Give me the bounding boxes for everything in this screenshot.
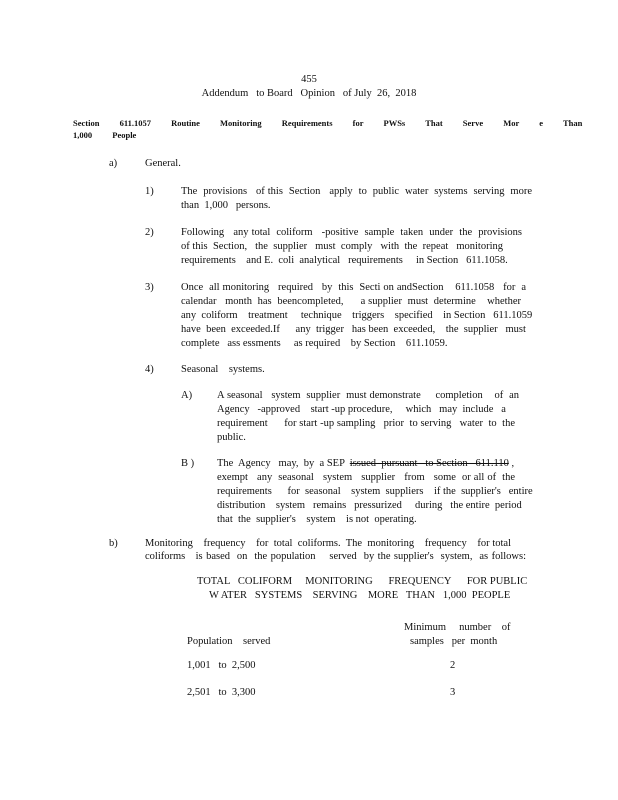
item-1-line2: than 1,000 persons. <box>181 200 271 211</box>
item-4B-line1-prefix: The Agency may, by a SEP <box>217 458 350 469</box>
item-4B-line2: exempt any seasonal system supplier from some or all of the <box>217 472 515 483</box>
section-heading-line2: 1,000 People <box>73 130 137 140</box>
item-a-title: General. <box>145 158 181 169</box>
item-4-title: Seasonal systems. <box>181 364 265 375</box>
item-4B-line4: distribution system remains pressurized during the entire period <box>217 500 522 511</box>
item-4A-marker: A) <box>181 390 193 401</box>
table-row-2-population: 2,501 to 3,300 <box>187 687 256 698</box>
item-b-marker: b) <box>109 538 118 549</box>
item-4B-line3: requirements for seasonal system suppliers if the supplier's entire <box>217 486 533 497</box>
item-3-line4: have been exceeded.If any trigger has been exceeded, the supplier must <box>181 324 526 335</box>
item-4B-line1 <box>217 457 514 471</box>
item-b-line1: Monitoring frequency for total coliforms. The monitoring frequency for total <box>145 538 511 549</box>
col-samples-header-line1: Minimum number of <box>404 622 511 633</box>
table-row-1-samples: 2 <box>450 660 456 671</box>
item-4B-marker: B ) <box>181 458 195 469</box>
table-title-line1: TOTAL COLIFORM MONITORING FREQUENCY FOR PUBLIC <box>197 576 528 587</box>
item-2-line2: of this Section, the supplier must comply with the repeat monitoring <box>181 241 503 252</box>
table-row-1-population: 1,001 to 2,500 <box>187 660 256 671</box>
item-2-line3: requirements and E. coli analytical requirements in Section 611.1058. <box>181 255 508 266</box>
item-1-marker: 1) <box>145 186 154 197</box>
section-heading-line1: Section 611.1057 Routine Monitoring Requirements for PWSs That Serve Mor e Than <box>73 118 583 128</box>
item-4B-line1-suffix: , <box>508 458 515 469</box>
page-subtitle: Addendum to Board Opinion of July 26, 2018 <box>201 88 417 99</box>
item-4B-struck-text: issued pursuant to Section 611.110 <box>349 458 509 469</box>
section-heading <box>73 117 583 129</box>
col-population-header: Population served <box>187 636 271 647</box>
item-4A-line4: public. <box>217 432 246 443</box>
table-title-line2: W ATER SYSTEMS SERVING MORE THAN 1,000 PEOPLE <box>209 590 511 601</box>
item-b-line2: coliforms is based on the population served by the supplier's system, as follows: <box>145 551 526 562</box>
item-2-line1: Following any total coliform -positive sample taken under the provisions <box>181 227 522 238</box>
item-3-line2: calendar month has beencompleted, a supplier must determine whether <box>181 296 521 307</box>
item-4A-line1: A seasonal system supplier must demonstrate completion of an <box>217 390 519 401</box>
table-row-2-samples: 3 <box>450 687 456 698</box>
item-2-marker: 2) <box>145 227 154 238</box>
page-number: 455 <box>301 74 317 85</box>
item-4B-line5: that the supplier's system is not operating. <box>217 514 417 525</box>
item-3-line3: any coliform treatment technique triggers specified in Section 611.1059 <box>181 310 533 321</box>
item-1-line1: The provisions of this Section apply to public water systems serving more <box>181 186 532 197</box>
item-4A-line2: Agency -approved start -up procedure, which may include a <box>217 404 506 415</box>
col-samples-header-line2: samples per month <box>410 636 498 647</box>
item-a-marker: a) <box>109 158 118 169</box>
item-4-marker: 4) <box>145 364 154 375</box>
item-3-line5: complete ass essments as required by Section 611.1059. <box>181 338 448 349</box>
item-3-marker: 3) <box>145 282 154 293</box>
item-3-line1: Once all monitoring required by this Secti on andSection 611.1058 for a <box>181 282 526 293</box>
item-4A-line3: requirement for start -up sampling prior to serving water to the <box>217 418 515 429</box>
